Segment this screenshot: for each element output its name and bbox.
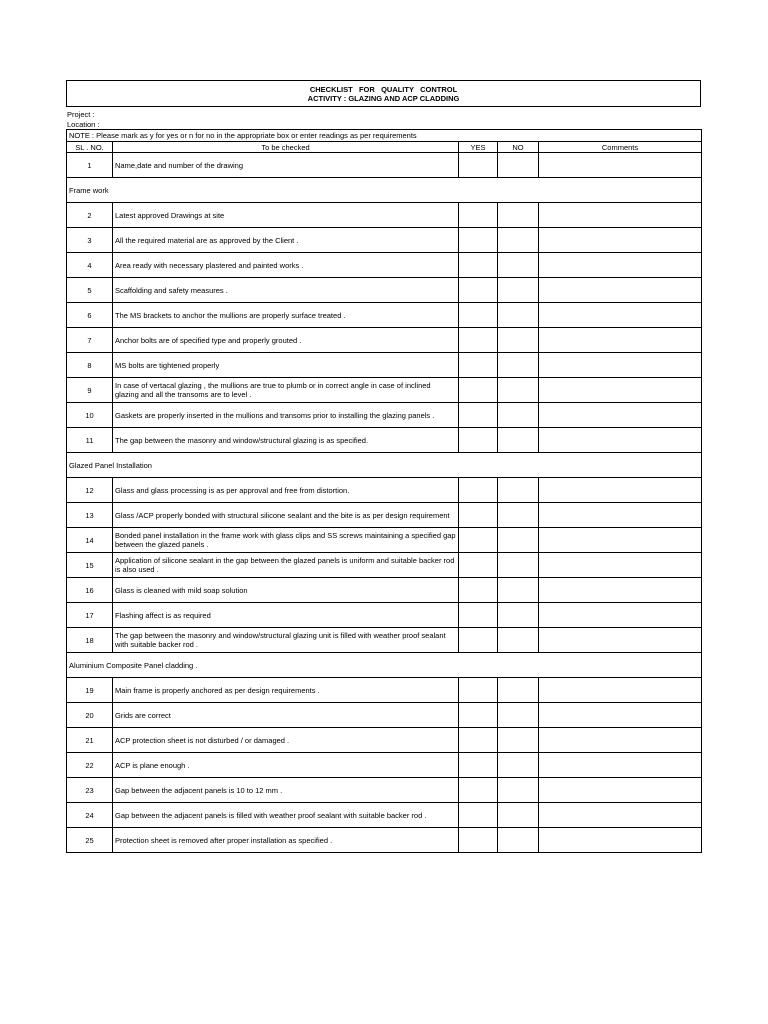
row-yes-box[interactable] [459, 728, 498, 753]
row-sl-no: 11 [67, 428, 113, 453]
row-comments-cell[interactable] [539, 378, 702, 403]
row-yes-box[interactable] [459, 528, 498, 553]
row-comments-cell[interactable] [539, 728, 702, 753]
header-no: NO [498, 142, 539, 153]
checklist-row [67, 553, 702, 578]
row-no-box[interactable] [498, 528, 539, 553]
row-sl-no: 8 [67, 353, 113, 378]
checklist-sheet [66, 80, 701, 853]
row-comments-cell[interactable] [539, 753, 702, 778]
row-no-box[interactable] [498, 778, 539, 803]
row-check-text: Gaskets are properly inserted in the mullions and transoms prior to installing the glazing panels . [113, 403, 459, 428]
row-comments-cell[interactable] [539, 603, 702, 628]
row-sl-no: 24 [67, 803, 113, 828]
row-check-text: The gap between the masonry and window/structural glazing is as specified. [113, 428, 459, 453]
row-comments-cell[interactable] [539, 528, 702, 553]
row-no-box[interactable] [498, 503, 539, 528]
row-sl-no: 3 [67, 228, 113, 253]
checklist-row [67, 403, 702, 428]
row-no-box[interactable] [498, 803, 539, 828]
checklist-row [67, 203, 702, 228]
row-sl-no: 6 [67, 303, 113, 328]
row-comments-cell[interactable] [539, 578, 702, 603]
row-sl-no: 14 [67, 528, 113, 553]
row-yes-box[interactable] [459, 553, 498, 578]
checklist-row [67, 328, 702, 353]
row-check-text: Glass and glass processing is as per approval and free from distortion. [113, 478, 459, 503]
row-check-text: Latest approved Drawings at site [113, 203, 459, 228]
row-comments-cell[interactable] [539, 828, 702, 853]
row-no-box[interactable] [498, 303, 539, 328]
row-sl-no: 17 [67, 603, 113, 628]
row-yes-box[interactable] [459, 403, 498, 428]
row-check-text: Area ready with necessary plastered and painted works . [113, 253, 459, 278]
row-check-text: Gap between the adjacent panels is 10 to 12 mm . [113, 778, 459, 803]
row-no-box[interactable] [498, 703, 539, 728]
row-comments-cell[interactable] [539, 253, 702, 278]
row-yes-box[interactable] [459, 578, 498, 603]
row-check-text: Glass is cleaned with mild soap solution [113, 578, 459, 603]
row-no-box[interactable] [498, 478, 539, 503]
note-row [67, 130, 702, 142]
row-check-text: Bonded panel installation in the frame work with glass clips and SS screws maintaining a specified gap between the glazed panels . [113, 528, 459, 553]
checklist-row [67, 478, 702, 503]
checklist-row [67, 728, 702, 753]
checklist-row [67, 153, 702, 178]
row-yes-box[interactable] [459, 603, 498, 628]
row-comments-cell[interactable] [539, 303, 702, 328]
row-check-text: Name,date and number of the drawing [113, 153, 459, 178]
row-no-box[interactable] [498, 328, 539, 353]
title-line-2: ACTIVITY : GLAZING AND ACP CLADDING [307, 93, 460, 103]
row-comments-cell[interactable] [539, 328, 702, 353]
row-sl-no: 20 [67, 703, 113, 728]
row-sl-no: 5 [67, 278, 113, 303]
row-check-text: Main frame is properly anchored as per design requirements . [113, 678, 459, 703]
header-check: To be checked [113, 142, 459, 153]
row-sl-no: 4 [67, 253, 113, 278]
row-no-box[interactable] [498, 828, 539, 853]
section-row [67, 178, 702, 203]
row-no-box[interactable] [498, 278, 539, 303]
checklist-table [66, 129, 702, 853]
row-yes-box[interactable] [459, 203, 498, 228]
row-check-text: Scaffolding and safety measures . [113, 278, 459, 303]
row-check-text: The MS brackets to anchor the mullions are properly surface treated . [113, 303, 459, 328]
row-sl-no: 2 [67, 203, 113, 228]
section-row [67, 653, 702, 678]
row-yes-box[interactable] [459, 153, 498, 178]
checklist-row [67, 578, 702, 603]
header-yes: YES [459, 142, 498, 153]
row-yes-box[interactable] [459, 278, 498, 303]
row-comments-cell[interactable] [539, 228, 702, 253]
checklist-row [67, 803, 702, 828]
section-title: Frame work [67, 178, 702, 203]
row-check-text: Protection sheet is removed after proper installation as specified . [113, 828, 459, 853]
row-sl-no: 10 [67, 403, 113, 428]
row-no-box[interactable] [498, 553, 539, 578]
note-text: NOTE : Please mark as y for yes or n for no in the appropriate box or enter readings as per requirements [67, 130, 702, 142]
row-yes-box[interactable] [459, 678, 498, 703]
meta-block [66, 110, 701, 129]
row-yes-box[interactable] [459, 503, 498, 528]
row-check-text: The gap between the masonry and window/structural glazing unit is filled with weather proof sealant with suitable backer rod . [113, 628, 459, 653]
row-no-box[interactable] [498, 353, 539, 378]
row-sl-no: 25 [67, 828, 113, 853]
row-sl-no: 23 [67, 778, 113, 803]
row-sl-no: 7 [67, 328, 113, 353]
checklist-row [67, 353, 702, 378]
row-comments-cell[interactable] [539, 703, 702, 728]
row-check-text: All the required material are as approved by the Client . [113, 228, 459, 253]
row-sl-no: 18 [67, 628, 113, 653]
location-label: Location : [67, 119, 100, 129]
checklist-row [67, 603, 702, 628]
row-comments-cell[interactable] [539, 503, 702, 528]
row-comments-cell[interactable] [539, 678, 702, 703]
row-yes-box[interactable] [459, 478, 498, 503]
row-check-text: Application of silicone sealant in the gap between the glazed panels is uniform and suitable backer rod is also used . [113, 553, 459, 578]
row-sl-no: 21 [67, 728, 113, 753]
checklist-row [67, 628, 702, 653]
checklist-row [67, 378, 702, 403]
row-sl-no: 16 [67, 578, 113, 603]
title-box [66, 80, 701, 107]
row-yes-box[interactable] [459, 353, 498, 378]
checklist-row [67, 303, 702, 328]
row-no-box[interactable] [498, 203, 539, 228]
row-check-text: Flashing affect is as required [113, 603, 459, 628]
title-line-1: CHECKLIST FOR QUALITY CONTROL [309, 84, 458, 94]
row-yes-box[interactable] [459, 428, 498, 453]
checklist-row [67, 778, 702, 803]
row-yes-box[interactable] [459, 328, 498, 353]
row-sl-no: 12 [67, 478, 113, 503]
row-yes-box[interactable] [459, 778, 498, 803]
row-sl-no: 9 [67, 378, 113, 403]
row-no-box[interactable] [498, 228, 539, 253]
row-check-text: Anchor bolts are of specified type and properly grouted . [113, 328, 459, 353]
row-check-text: Gap between the adjacent panels is filled with weather proof sealant with suitable backer rod . [113, 803, 459, 828]
row-no-box[interactable] [498, 253, 539, 278]
row-comments-cell[interactable] [539, 803, 702, 828]
section-title: Aluminium Composite Panel cladding . [67, 653, 702, 678]
row-sl-no: 22 [67, 753, 113, 778]
row-no-box[interactable] [498, 628, 539, 653]
row-yes-box[interactable] [459, 628, 498, 653]
row-comments-cell[interactable] [539, 403, 702, 428]
row-comments-cell[interactable] [539, 478, 702, 503]
checklist-row [67, 703, 702, 728]
row-comments-cell[interactable] [539, 553, 702, 578]
row-no-box[interactable] [498, 403, 539, 428]
row-check-text: In case of vertacal glazing , the mullions are true to plumb or in correct angle in case of inclined glazing and all the transoms are to level . [113, 378, 459, 403]
checklist-row [67, 253, 702, 278]
row-yes-box[interactable] [459, 828, 498, 853]
checklist-row [67, 528, 702, 553]
row-sl-no: 19 [67, 678, 113, 703]
row-yes-box[interactable] [459, 753, 498, 778]
row-yes-box[interactable] [459, 803, 498, 828]
checklist-row [67, 753, 702, 778]
row-no-box[interactable] [498, 603, 539, 628]
section-title: Glazed Panel Installation [67, 453, 702, 478]
row-no-box[interactable] [498, 578, 539, 603]
row-check-text: Glass /ACP properly bonded with structural silicone sealant and the bite is as per design requirement [113, 503, 459, 528]
row-comments-cell[interactable] [539, 428, 702, 453]
header-comments: Comments [539, 142, 702, 153]
row-comments-cell[interactable] [539, 278, 702, 303]
section-row [67, 453, 702, 478]
row-no-box[interactable] [498, 753, 539, 778]
row-no-box[interactable] [498, 678, 539, 703]
row-sl-no: 13 [67, 503, 113, 528]
row-sl-no: 15 [67, 553, 113, 578]
checklist-row [67, 503, 702, 528]
checklist-row [67, 428, 702, 453]
row-check-text: MS bolts are tightened properly [113, 353, 459, 378]
row-yes-box[interactable] [459, 253, 498, 278]
row-no-box[interactable] [498, 153, 539, 178]
checklist-row [67, 228, 702, 253]
row-check-text: ACP is plane enough . [113, 753, 459, 778]
row-comments-cell[interactable] [539, 353, 702, 378]
project-label: Project : [67, 110, 95, 119]
header-sl: SL . NO. [67, 142, 113, 153]
header-row [67, 142, 702, 153]
row-comments-cell[interactable] [539, 153, 702, 178]
row-comments-cell[interactable] [539, 203, 702, 228]
row-yes-box[interactable] [459, 703, 498, 728]
row-check-text: ACP protection sheet is not disturbed / or damaged . [113, 728, 459, 753]
row-no-box[interactable] [498, 378, 539, 403]
row-no-box[interactable] [498, 428, 539, 453]
checklist-row [67, 678, 702, 703]
row-check-text: Grids are correct [113, 703, 459, 728]
row-yes-box[interactable] [459, 228, 498, 253]
checklist-row [67, 278, 702, 303]
row-sl-no: 1 [67, 153, 113, 178]
row-comments-cell[interactable] [539, 628, 702, 653]
row-no-box[interactable] [498, 728, 539, 753]
row-yes-box[interactable] [459, 303, 498, 328]
checklist-row [67, 828, 702, 853]
row-yes-box[interactable] [459, 378, 498, 403]
row-comments-cell[interactable] [539, 778, 702, 803]
